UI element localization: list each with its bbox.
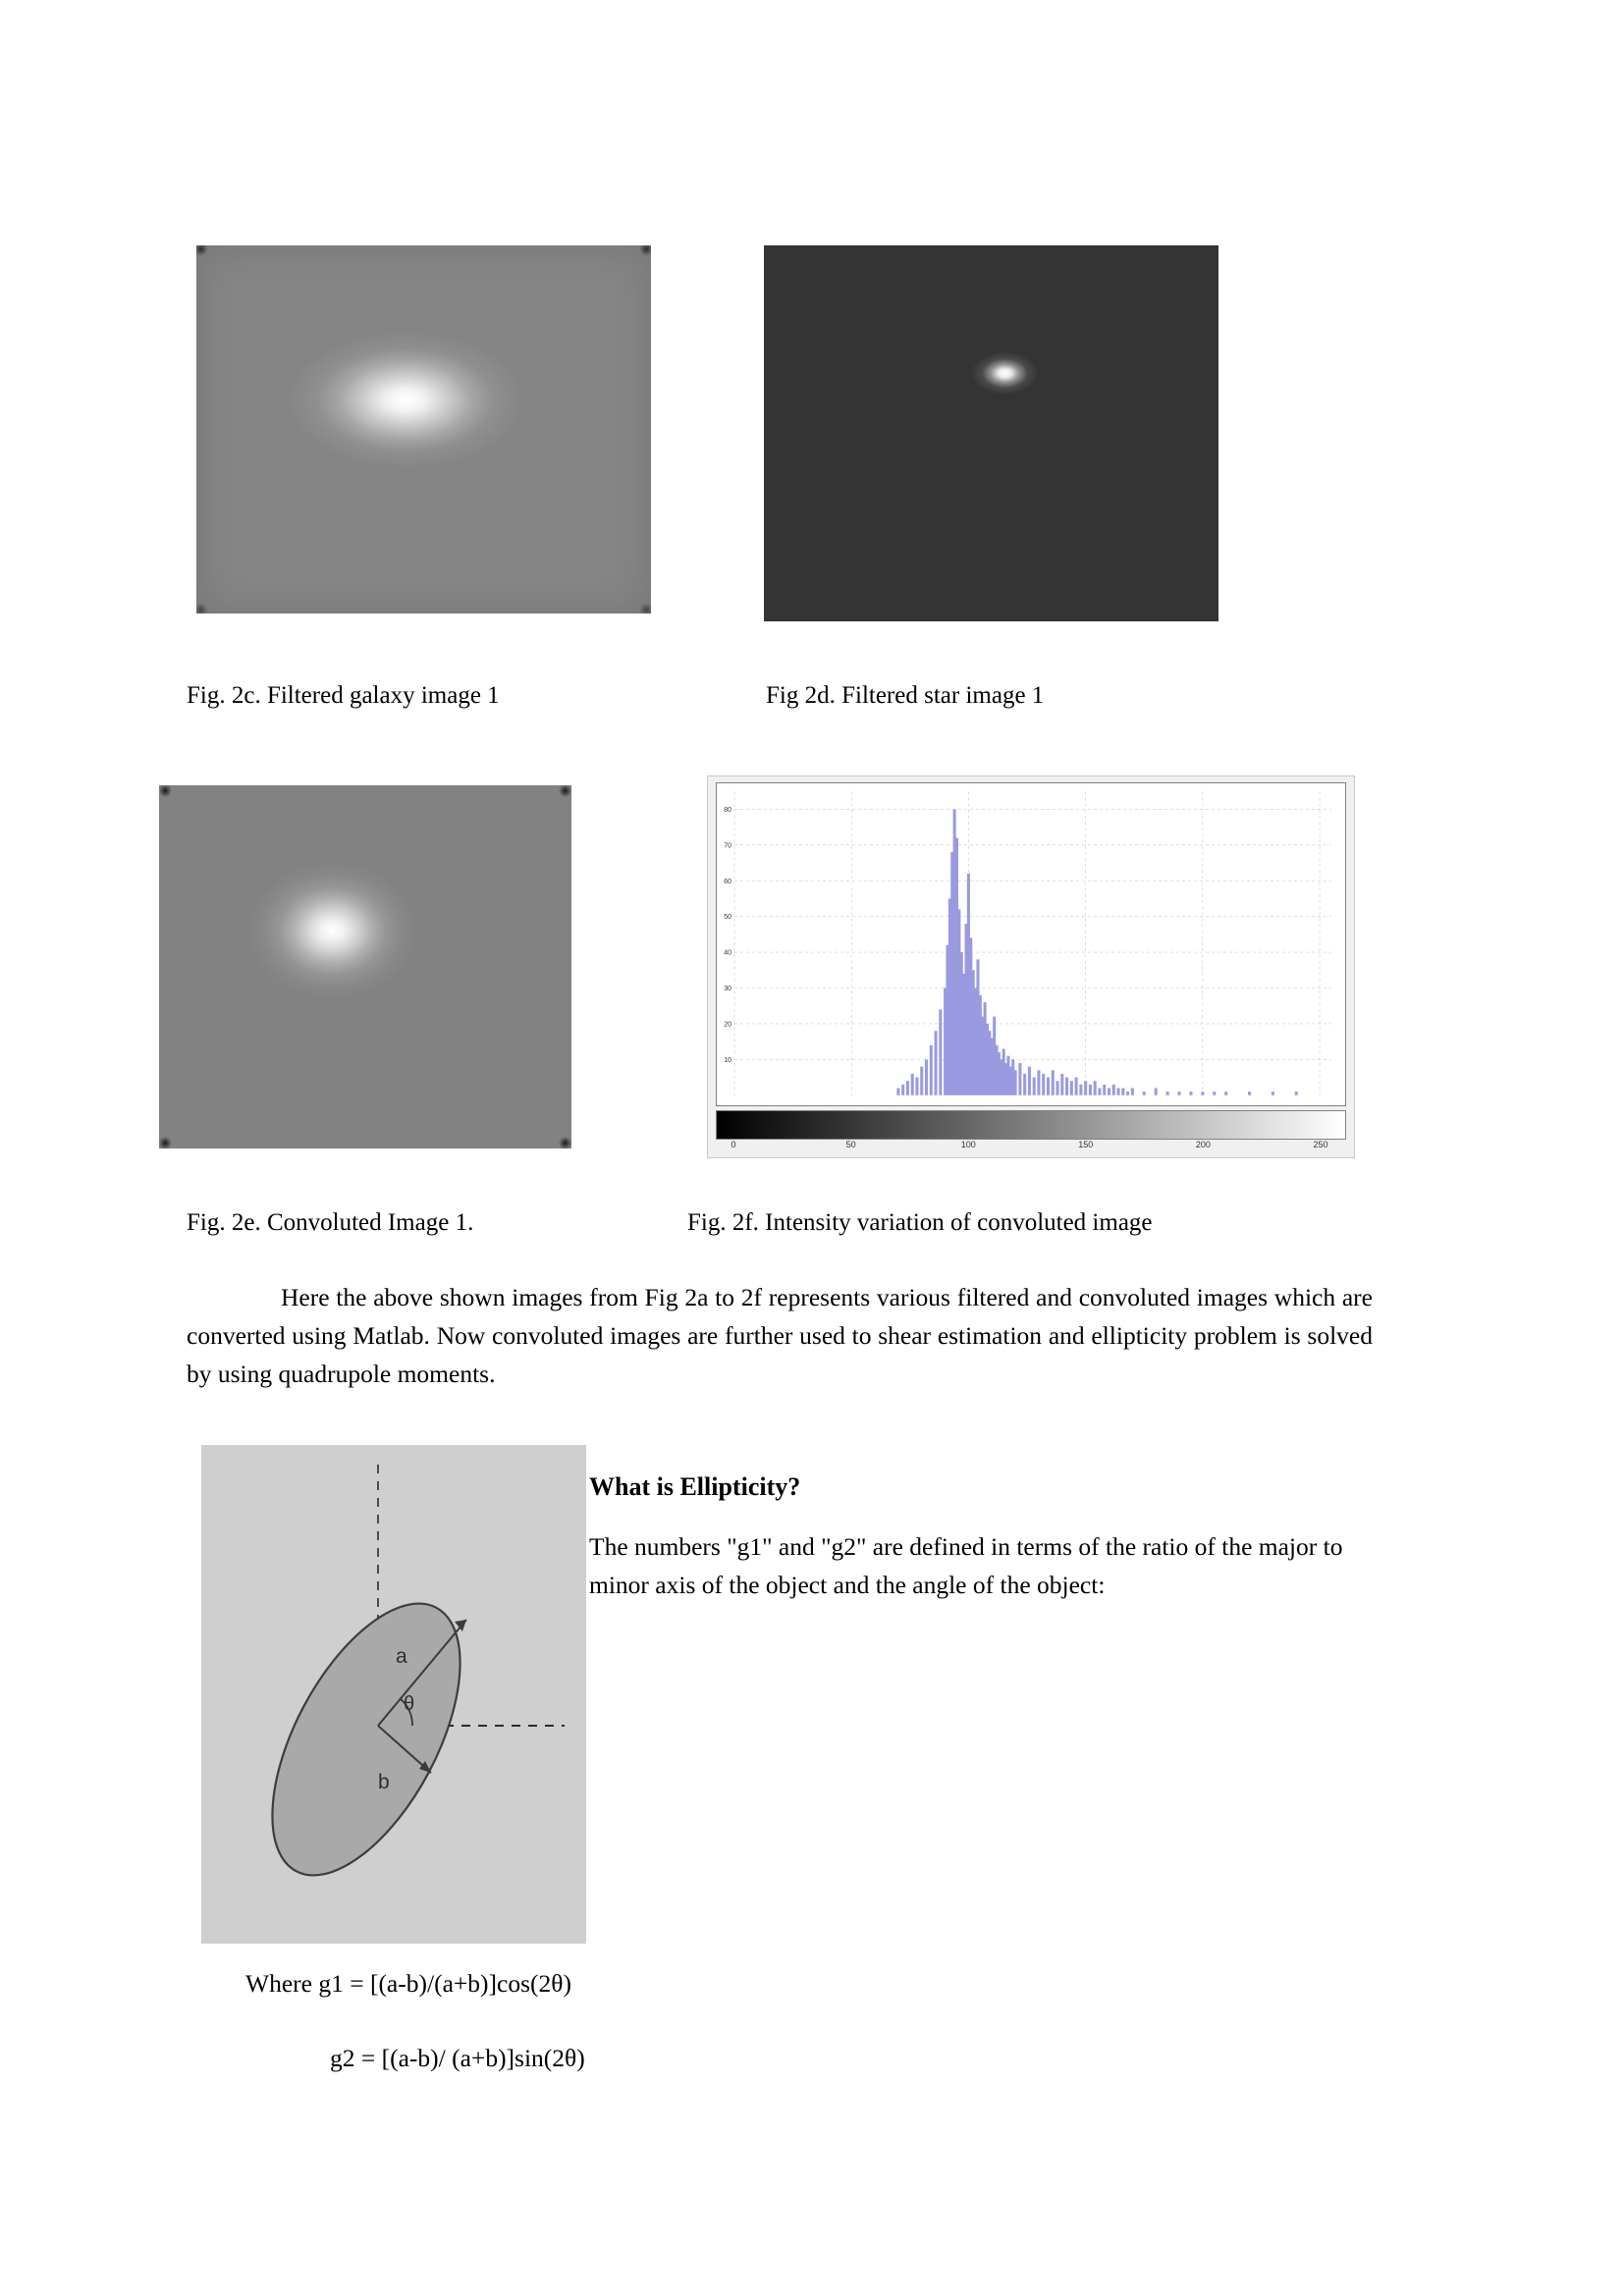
figure-ellipticity-diagram: [201, 1445, 586, 1944]
histogram-x-tick: 250: [1313, 1140, 1328, 1149]
ellipse-diagram-svg: [201, 1445, 586, 1944]
caption-fig-2c: Fig. 2c. Filtered galaxy image 1: [187, 682, 500, 709]
svg-text:70: 70: [724, 841, 731, 850]
figure-filtered-star-image-1: [764, 245, 1218, 621]
label-theta: θ: [404, 1693, 415, 1715]
formula-g2: g2 = [(a-b)/ (a+b)]sin(2θ): [330, 2044, 585, 2072]
svg-text:10: 10: [724, 1055, 731, 1064]
histogram-svg: [717, 783, 1345, 1105]
svg-text:80: 80: [724, 805, 731, 814]
svg-text:20: 20: [724, 1020, 731, 1029]
histogram-x-tick: 150: [1078, 1140, 1094, 1149]
figure-intensity-histogram: [707, 775, 1355, 1158]
ellipticity-text-block: [589, 1472, 1375, 1604]
label-b: b: [378, 1771, 390, 1793]
formula-g1: Where g1 = [(a-b)/(a+b)]cos(2θ): [245, 1969, 571, 1998]
body-paragraph: [187, 1278, 1373, 1393]
ellipticity-heading: What is Ellipticity?: [589, 1472, 801, 1501]
svg-text:50: 50: [724, 913, 731, 922]
histogram-x-tick-labels: [716, 1140, 1346, 1155]
caption-fig-2e: Fig. 2e. Convoluted Image 1.: [187, 1209, 474, 1236]
svg-text:60: 60: [724, 877, 731, 885]
histogram-x-tick: 50: [845, 1140, 856, 1149]
label-a: a: [396, 1645, 407, 1668]
svg-text:30: 30: [724, 984, 731, 993]
caption-fig-2d: Fig 2d. Filtered star image 1: [766, 682, 1045, 709]
major-axis-arrowhead: [455, 1620, 466, 1631]
histogram-x-tick: 200: [1195, 1140, 1211, 1149]
histogram-x-tick: 0: [731, 1140, 736, 1149]
ellipticity-body: The numbers "g1" and "g2" are defined in terms of the ratio of the major to minor axis of the object and the angle of the object:: [589, 1532, 1343, 1599]
histogram-colorbar: [716, 1110, 1346, 1140]
histogram-x-tick: 100: [960, 1140, 976, 1149]
paragraph-text: Here the above shown images from Fig 2a to 2f represents various filtered and convoluted images which are converted using Matlab. Now convoluted images are further used to shear estimation and ellipticity problem is solved by using quadrupole moments.: [187, 1283, 1373, 1388]
histogram-plot-area: [716, 782, 1346, 1106]
figure-convoluted-image-1: [159, 785, 571, 1148]
svg-text:40: 40: [724, 948, 731, 957]
figure-filtered-galaxy-image-1: [196, 245, 651, 614]
caption-fig-2f: Fig. 2f. Intensity variation of convoluted image: [687, 1209, 1153, 1236]
